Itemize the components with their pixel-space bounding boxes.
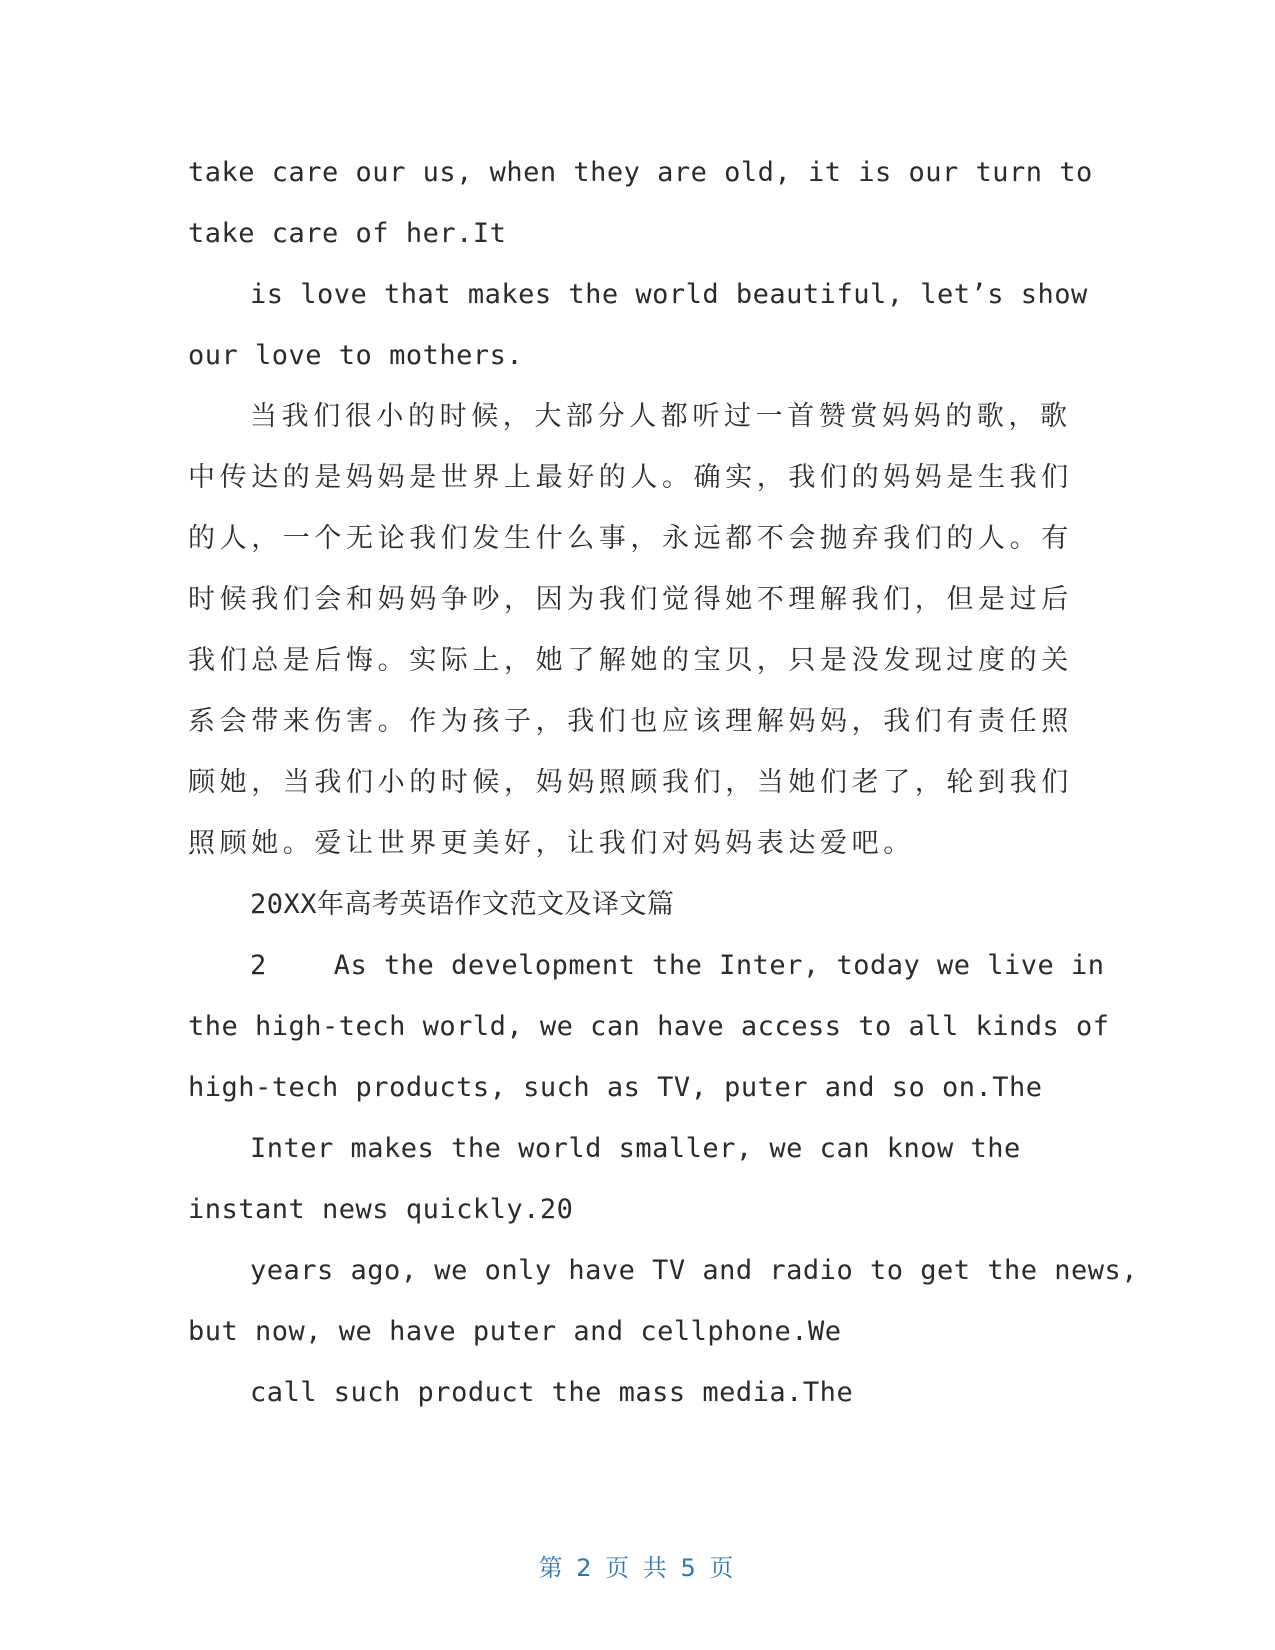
text-line: call such product the mass media.The [250,1377,854,1408]
text-line: 中传达的是妈妈是世界上最好的人。确实，我们的妈妈是生我们 [188,462,1073,493]
page-number-footer: 第 2 页 共 5 页 [538,1554,737,1582]
text-line: 当我们很小的时候，大部分人都听过一首赞赏妈妈的歌，歌 [250,401,1072,432]
text-line: is love that makes the world beautiful, let’s show [250,279,1088,310]
text-line: years ago, we only have TV and radio to get the news, [250,1255,1139,1286]
section-heading: 20XX年高考英语作文范文及译文篇 [250,889,675,920]
text-line: 系会带来伤害。作为孩子，我们也应该理解妈妈，我们有责任照 [188,706,1073,737]
text-line: 我们总是后悔。实际上，她了解她的宝贝，只是没发现过度的关 [188,645,1073,676]
text-line: 时候我们会和妈妈争吵，因为我们觉得她不理解我们，但是过后 [188,584,1073,615]
text-line: take care of her.It [188,218,507,249]
text-line: take care our us, when they are old, it is our turn to [188,157,1093,188]
text-line: instant news quickly.20 [188,1194,574,1225]
text-line: high-tech products, such as TV, puter and so on.The [188,1072,1043,1103]
text-line: our love to mothers. [188,340,524,371]
text-line: 顾她，当我们小的时候，妈妈照顾我们，当她们老了，轮到我们 [188,767,1073,798]
text-line: the high-tech world, we can have access to all kinds of [188,1011,1110,1042]
document-body [188,142,1139,1423]
text-line: 2 As the development the Inter, today we live in [250,950,1105,981]
text-line: Inter makes the world smaller, we can know the [250,1133,1021,1164]
text-line: but now, we have puter and cellphone.We [188,1316,842,1347]
text-line: 的人，一个无论我们发生什么事，永远都不会抛弃我们的人。有 [188,523,1073,554]
text-line: 照顾她。爱让世界更美好，让我们对妈妈表达爱吧。 [188,828,915,859]
